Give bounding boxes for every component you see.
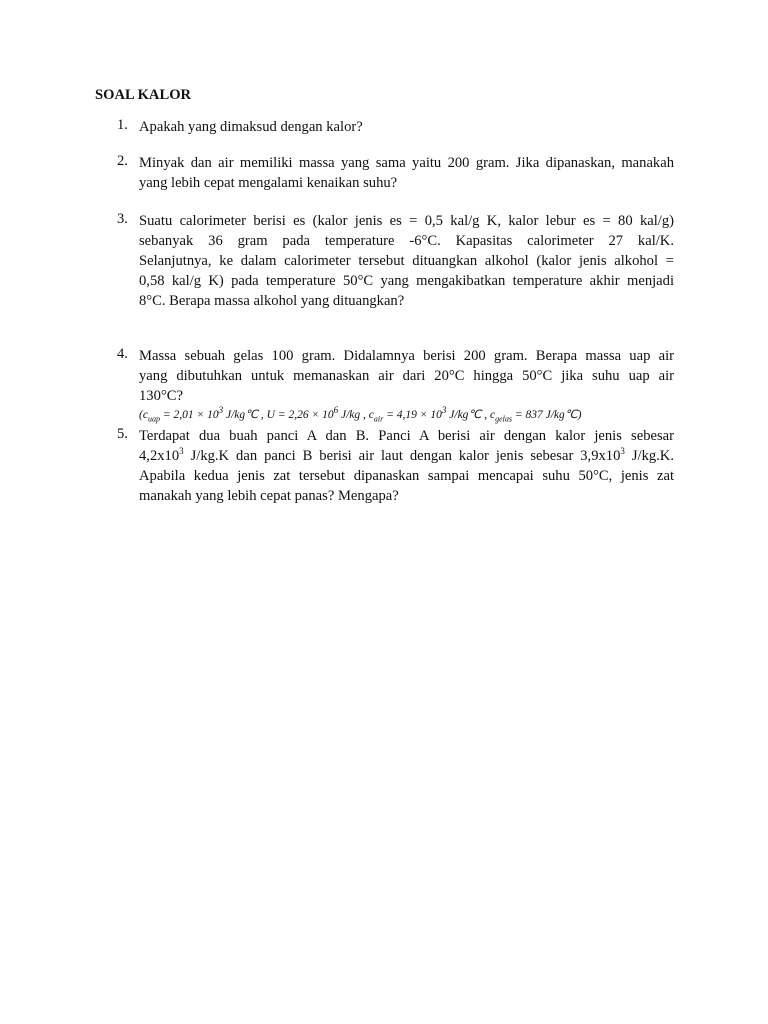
question-4 xyxy=(117,346,674,424)
question-text: Massa sebuah gelas 100 gram. Didalamnya berisi 200 gram. Berapa massa uap air xyxy=(139,348,674,364)
question-number: 1. xyxy=(117,117,128,133)
question-5 xyxy=(117,426,674,506)
question-number: 2. xyxy=(117,153,128,169)
question-text: Selanjutnya, ke dalam calorimeter tersebut dituangkan alkohol (kalor jenis alkohol = xyxy=(139,253,674,269)
constants-formula: ($c_{uap} = 2,01 \times 10^3$ J/kg℃ , $U = 2,26 \times 10^6$ J/kg , $c_{air} = 4,19 \times 10^3$ J/kg℃ , $c_{gelas} = 837$ J/kg℃) xyxy=(139,405,582,424)
question-text: 130°C? xyxy=(139,388,183,404)
question-number: 3. xyxy=(117,211,128,227)
question-text: yang dibutuhkan untuk memanaskan air dari 20°C hingga 50°C jika suhu uap air xyxy=(139,368,674,384)
question-number: 5. xyxy=(117,426,128,442)
question-text: Terdapat dua buah panci A dan B. Panci A berisi air dengan kalor jenis sebesar xyxy=(139,428,674,444)
question-text: manakah yang lebih cepat panas? Mengapa? xyxy=(139,488,399,504)
question-number: 4. xyxy=(117,346,128,362)
question-1 xyxy=(117,117,674,137)
question-text: Apabila kedua jenis zat tersebut dipanaskan sampai mencapai suhu 50°C, jenis zat xyxy=(139,468,674,484)
question-text: Apakah yang dimaksud dengan kalor? xyxy=(139,119,363,135)
question-text: yang lebih cepat mengalami kenaikan suhu? xyxy=(139,175,398,191)
question-text: $4,2x10^3$ J/kg.K dan panci B berisi air laut dengan kalor jenis sebesar $3,9x10^3$ J/kg.K. xyxy=(139,446,674,464)
question-text: Minyak dan air memiliki massa yang sama yaitu 200 gram. Jika dipanaskan, manakah xyxy=(139,155,674,171)
document-title: SOAL KALOR xyxy=(95,87,192,103)
question-text: 8°C. Berapa massa alkohol yang dituangkan? xyxy=(139,293,405,309)
question-text: sebanyak 36 gram pada temperature -6°C. Kapasitas calorimeter 27 kal/K. xyxy=(139,233,674,249)
question-text: 0,58 kal/g K) pada temperature 50°C yang mengakibatkan temperature akhir menjadi xyxy=(139,273,674,289)
question-3 xyxy=(117,211,674,311)
question-2 xyxy=(117,153,674,193)
question-text: Suatu calorimeter berisi es (kalor jenis es = 0,5 kal/g K, kalor lebur es = 80 kal/g) xyxy=(139,213,674,229)
